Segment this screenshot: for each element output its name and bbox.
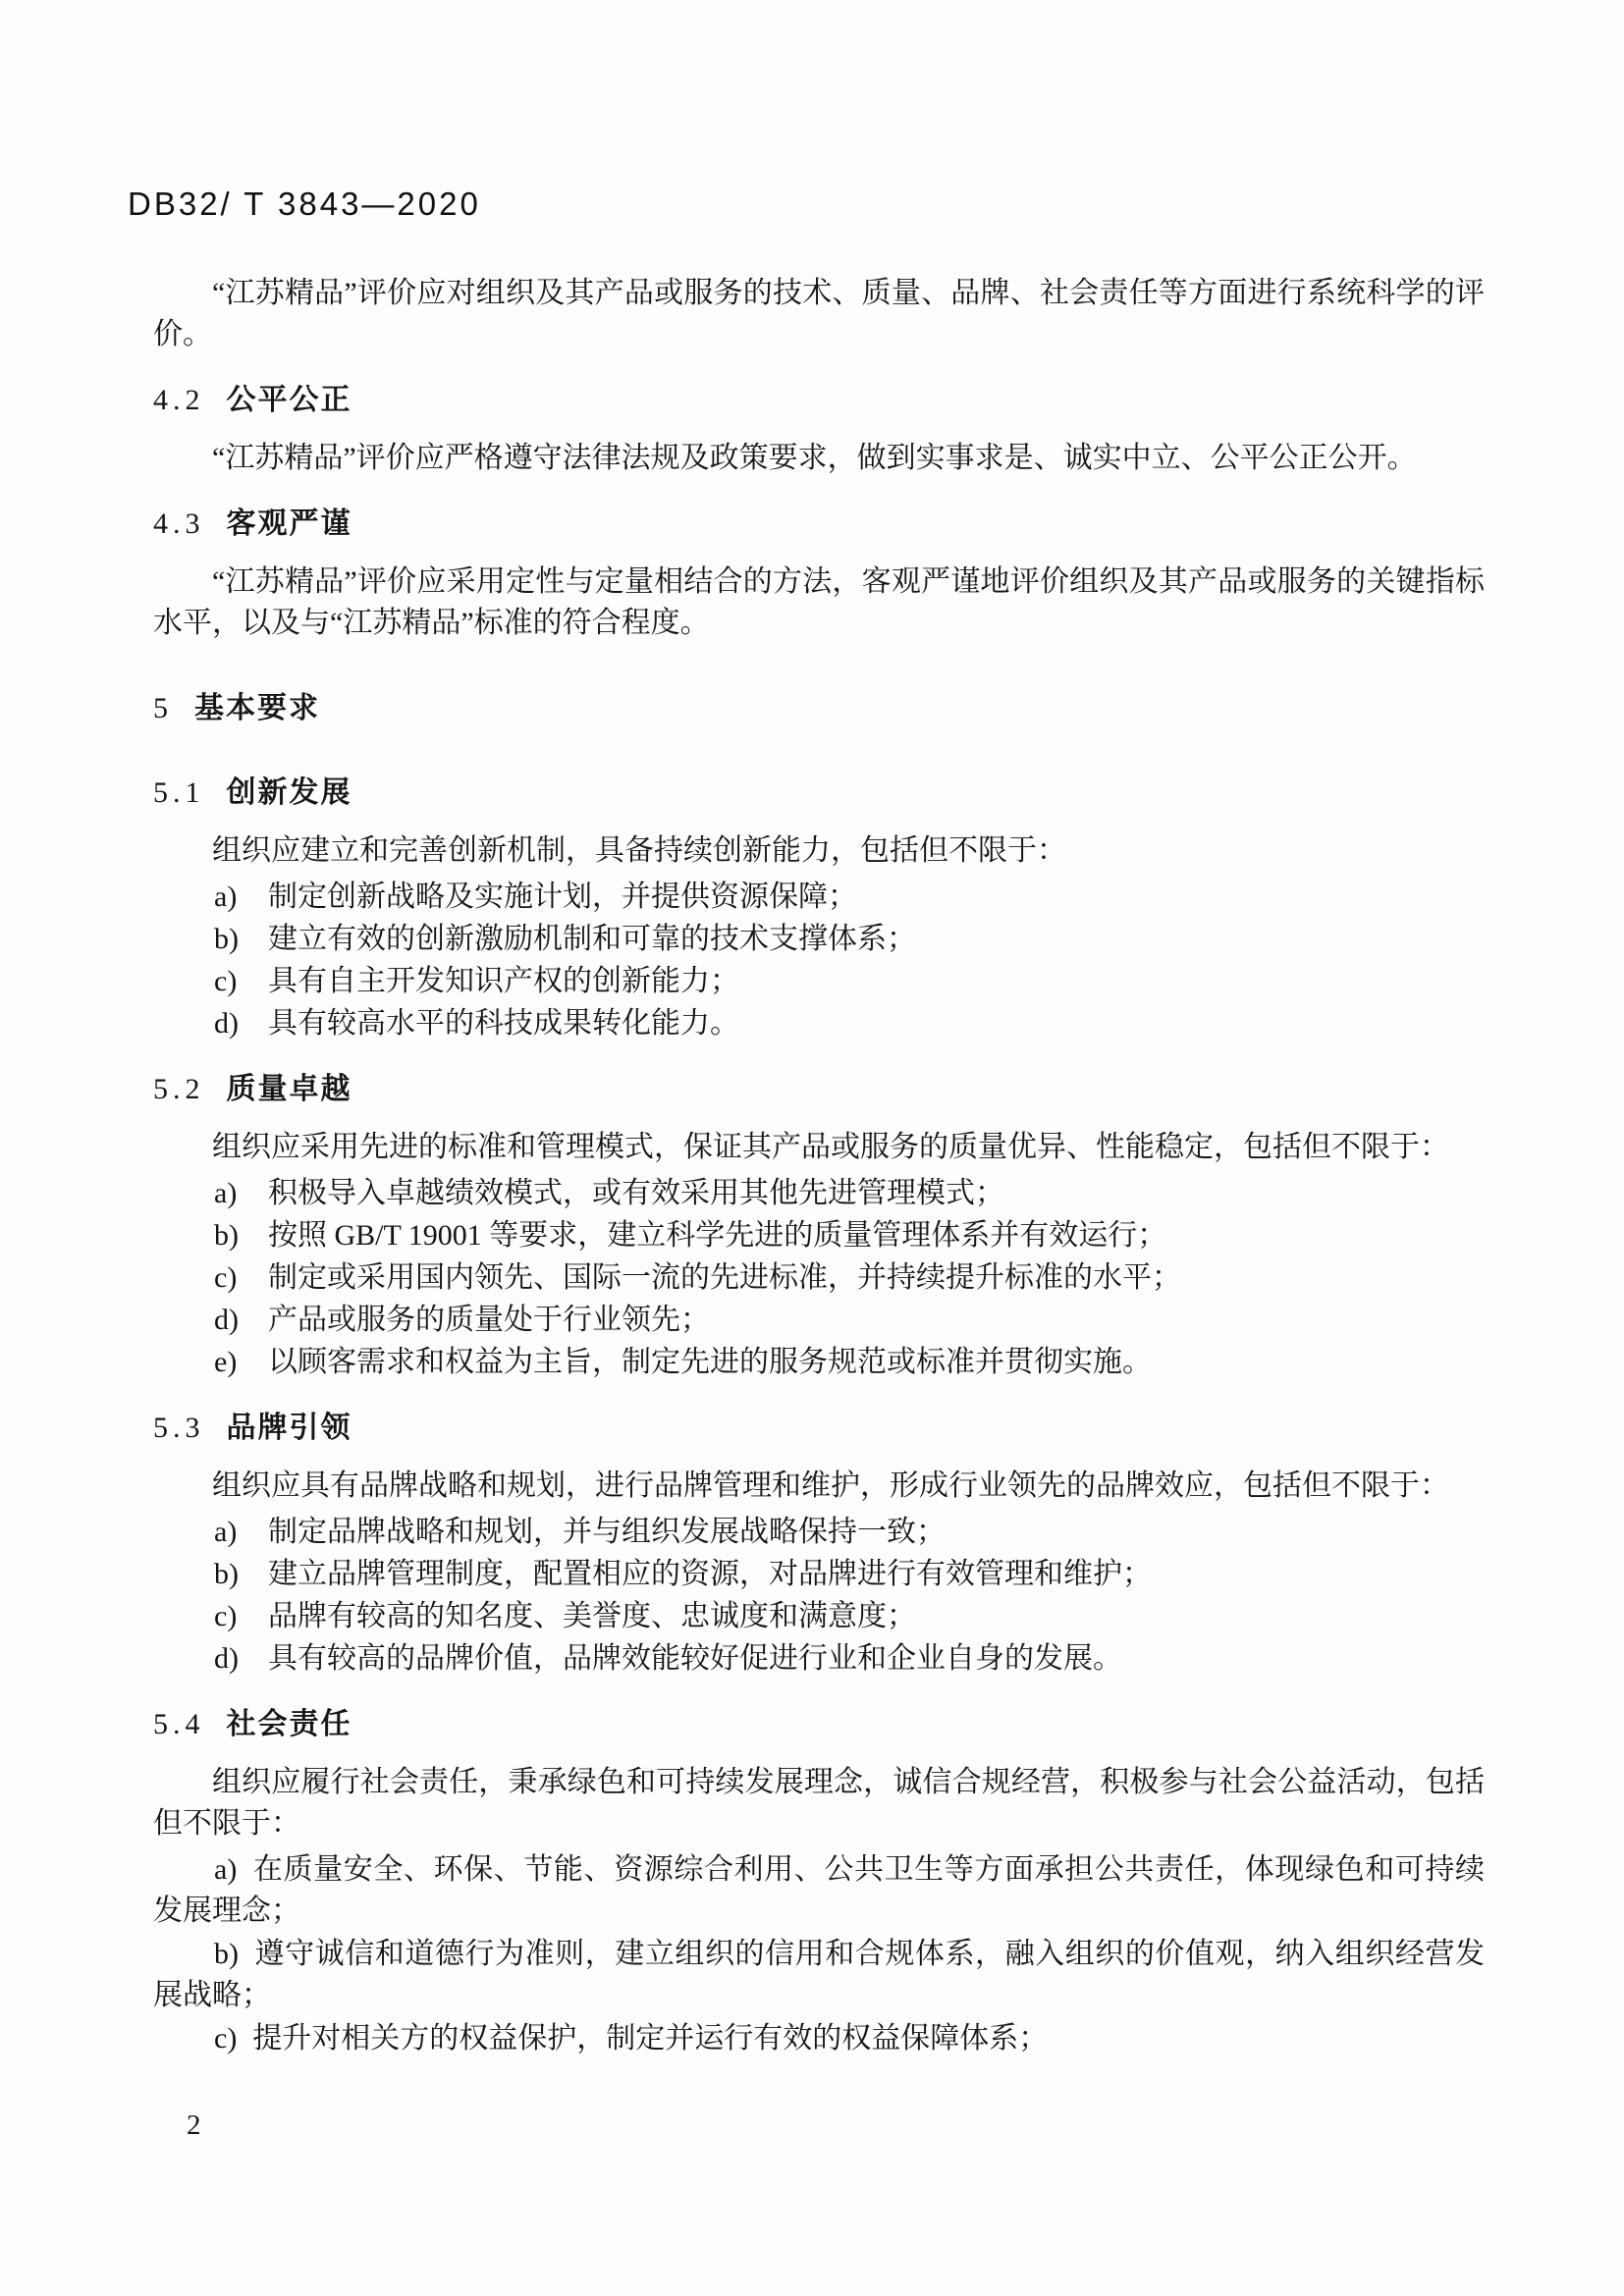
- paragraph: 组织应采用先进的标准和管理模式，保证其产品或服务的质量优异、性能稳定，包括但不限于：: [212, 1131, 1449, 1163]
- heading-number: 5.2: [153, 1073, 205, 1105]
- heading-number: 5.4: [153, 1708, 205, 1740]
- heading-title: 公平公正: [226, 384, 352, 416]
- list-item: [153, 1003, 1485, 1044]
- list-item-text: 制定品牌战略和规划，并与组织发展战略保持一致；: [268, 1516, 946, 1548]
- clause-list: [153, 1173, 1485, 1383]
- list-item-text: 制定创新战略及实施计划，并提供资源保障；: [268, 881, 857, 913]
- heading-title: 质量卓越: [226, 1073, 352, 1105]
- list-item: [153, 1554, 1485, 1595]
- list-item-text: 遵守诚信和道德行为准则，建立组织的信用和合规体系，融入组织的价值观，纳入组织经营发展战略；: [153, 1938, 1485, 2011]
- list-marker: a): [214, 1177, 238, 1209]
- list-item-text: 产品或服务的质量处于行业领先；: [268, 1304, 710, 1336]
- list-marker: a): [214, 1853, 238, 1886]
- paragraph: 组织应履行社会责任，秉承绿色和可持续发展理念，诚信合规经营，积极参与社会公益活动，包括但不限于：: [153, 1766, 1485, 1840]
- list-item: [153, 919, 1485, 960]
- list-item: [153, 961, 1485, 1002]
- list-marker: c): [214, 965, 238, 997]
- list-marker: d): [214, 1007, 239, 1040]
- list-item-text: 在质量安全、环保、节能、资源综合利用、公共卫生等方面承担公共责任，体现绿色和可持续发展理念；: [153, 1853, 1485, 1927]
- list-item-text: 品牌有较高的知名度、美誉度、忠诚度和满意度；: [268, 1600, 916, 1632]
- list-item: [153, 1934, 1485, 2016]
- list-item-text: 积极导入卓越绩效模式，或有效采用其他先进管理模式；: [268, 1177, 1004, 1209]
- heading-number: 5.1: [153, 776, 205, 809]
- section-heading: [153, 1407, 1485, 1450]
- paragraph: “江苏精品”评价应对组织及其产品或服务的技术、质量、品牌、社会责任等方面进行系统科学的评价。: [153, 277, 1485, 350]
- doc-body: [153, 273, 1485, 2059]
- list-item: [153, 1215, 1485, 1256]
- paragraph: 组织应建立和完善创新机制，具备持续创新能力，包括但不限于：: [212, 834, 1066, 867]
- list-marker: b): [214, 1938, 239, 1970]
- list-item-text: 建立有效的创新激励机制和可靠的技术支撑体系；: [268, 923, 916, 955]
- list-marker: d): [214, 1304, 239, 1336]
- list-marker: c): [214, 1261, 238, 1294]
- section-heading: [153, 379, 1485, 422]
- heading-title: 创新发展: [226, 776, 352, 809]
- list-marker: c): [214, 2022, 238, 2055]
- list-item: [153, 1512, 1485, 1553]
- heading-number: 5: [153, 692, 173, 724]
- list-marker: a): [214, 881, 238, 913]
- list-item-text: 提升对相关方的权益保护，制定并运行有效的权益保障体系；: [252, 2022, 1049, 2055]
- clause-list: [153, 877, 1485, 1044]
- chapter-heading: [153, 687, 1485, 730]
- list-marker: a): [214, 1516, 238, 1548]
- section-heading: [153, 772, 1485, 815]
- list-item-text: 以顾客需求和权益为主旨，制定先进的服务规范或标准并贯彻实施。: [268, 1346, 1152, 1378]
- list-item-text: 具有较高的品牌价值，品牌效能较好促进行业和企业自身的发展。: [268, 1642, 1122, 1675]
- list-item: [153, 1300, 1485, 1341]
- heading-number: 4.2: [153, 384, 205, 416]
- list-item: [153, 1342, 1485, 1383]
- paragraph: “江苏精品”评价应严格遵守法律法规及政策要求，做到实事求是、诚实中立、公平公正公开。: [212, 442, 1417, 474]
- standard-number-header: DB32/ T 3843—2020: [128, 186, 481, 222]
- section-heading: [153, 503, 1485, 546]
- list-item-text: 建立品牌管理制度，配置相应的资源，对品牌进行有效管理和维护；: [268, 1558, 1152, 1590]
- list-marker: c): [214, 1600, 238, 1632]
- heading-title: 品牌引领: [226, 1412, 352, 1444]
- section-heading: [153, 1703, 1485, 1746]
- list-item-text: 按照 GB/T 19001 等要求，建立科学先进的质量管理体系并有效运行；: [268, 1219, 1167, 1252]
- heading-number: 4.3: [153, 507, 205, 540]
- page-number: 2: [187, 2109, 201, 2141]
- list-marker: b): [214, 1558, 239, 1590]
- list-item: [153, 1596, 1485, 1637]
- heading-number: 5.3: [153, 1412, 205, 1444]
- list-item: [153, 1257, 1485, 1299]
- list-item: [153, 1173, 1485, 1214]
- list-marker: d): [214, 1642, 239, 1675]
- section-heading: [153, 1068, 1485, 1111]
- heading-title: 基本要求: [194, 692, 320, 724]
- list-item: [153, 1849, 1485, 1932]
- list-item-text: 制定或采用国内领先、国际一流的先进标准，并持续提升标准的水平；: [268, 1261, 1181, 1294]
- list-item: [153, 1638, 1485, 1680]
- paragraph: “江苏精品”评价应采用定性与定量相结合的方法，客观严谨地评价组织及其产品或服务的关键指标水平，以及与“江苏精品”标准的符合程度。: [153, 565, 1485, 639]
- heading-title: 社会责任: [226, 1708, 352, 1740]
- list-marker: e): [214, 1346, 238, 1378]
- clause-list: [153, 1512, 1485, 1680]
- paragraph: 组织应具有品牌战略和规划，进行品牌管理和维护，形成行业领先的品牌效应，包括但不限于：: [212, 1469, 1449, 1502]
- clause-list: [153, 1849, 1485, 2059]
- list-marker: b): [214, 1219, 239, 1252]
- list-item: [153, 2018, 1485, 2059]
- list-item: [153, 877, 1485, 918]
- list-item-text: 具有自主开发知识产权的创新能力；: [268, 965, 739, 997]
- list-item-text: 具有较高水平的科技成果转化能力。: [268, 1007, 739, 1040]
- heading-title: 客观严谨: [226, 507, 352, 540]
- list-marker: b): [214, 923, 239, 955]
